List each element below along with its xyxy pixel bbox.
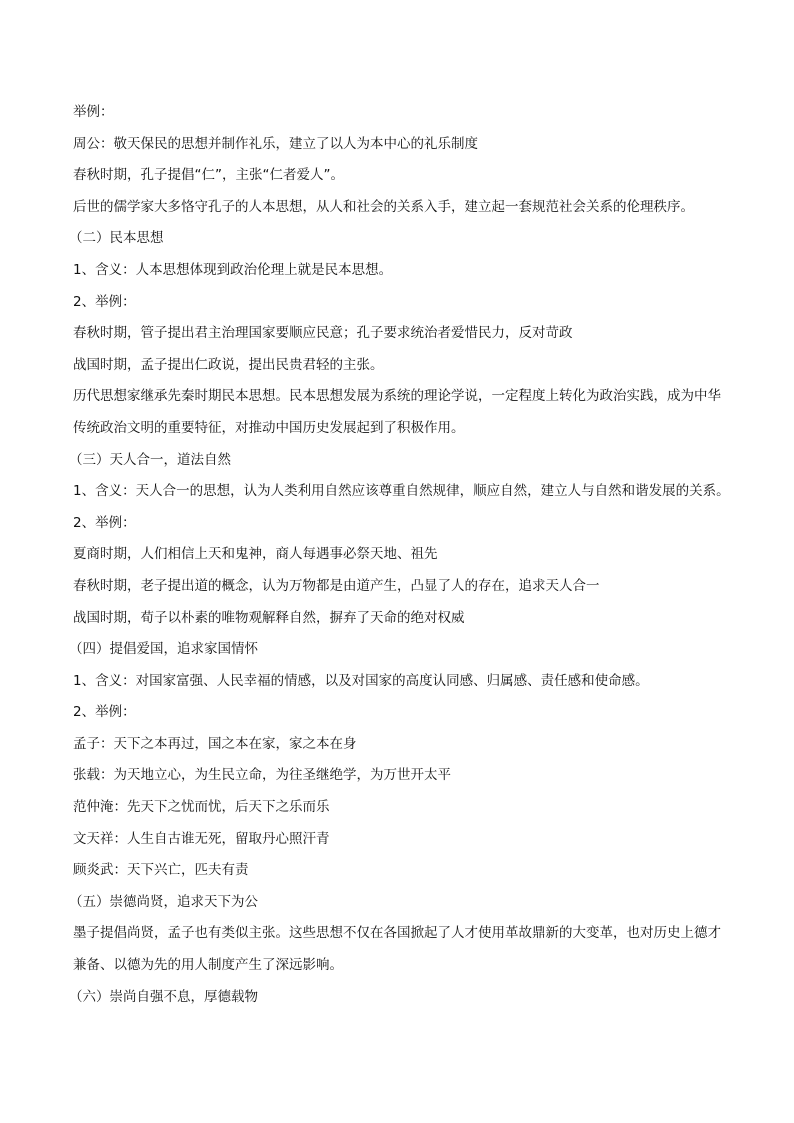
section-heading: （六）崇尚自强不息，厚德载物: [69, 988, 258, 1005]
text-line: 2、举例：: [73, 514, 136, 531]
section-heading: （三）天人合一，道法自然: [69, 451, 231, 468]
text-line: 2、举例：: [73, 704, 136, 721]
text-line: 周公：敬天保民的思想并制作礼乐，建立了以人为本中心的礼乐制度: [73, 135, 478, 152]
text-line: 春秋时期，老子提出道的概念，认为万物都是由道产生，凸显了人的存在，追求天人合一: [73, 577, 600, 594]
text-line: 战国时期，孟子提出仁政说，提出民贵君轻的主张。: [73, 356, 384, 373]
text-line: 顾炎武：天下兴亡，匹夫有责: [73, 862, 249, 879]
text-line: 2、举例：: [73, 293, 136, 310]
text-line: 春秋时期，管子提出君主治理国家要顺应民意；孔子要求统治者爱惜民力，反对苛政: [73, 325, 573, 342]
text-line: 孟子：天下之本再过，国之本在家，家之本在身: [73, 735, 357, 752]
text-paragraph: 历代思想家继承先秦时期民本思想。民本思想发展为系统的理论学说，一定程度上转化为政治实践，成为中华传统政治文明的重要特征，对推动中国历史发展起到了积极作用。: [73, 388, 721, 436]
document-body: [69, 97, 733, 1013]
text-paragraph: 1、含义：天人合一的思想，认为人类利用自然应该尊重自然规律，顺应自然，建立人与自然和谐发展的关系。: [73, 483, 730, 500]
section-heading: （二）民本思想: [69, 230, 164, 247]
text-line: 范仲淹：先天下之忧而忧，后天下之乐而乐: [73, 799, 330, 816]
section-heading: （五）崇德尚贤，追求天下为公: [69, 893, 258, 910]
text-line: 战国时期，荀子以朴素的唯物观解释自然，摒弃了天命的绝对权威: [73, 609, 465, 626]
text-line: 1、含义：对国家富强、人民幸福的情感，以及对国家的高度认同感、归属感、责任感和使命感。: [73, 672, 649, 689]
text-line: 张载：为天地立心，为生民立命，为往圣继绝学，为万世开太平: [73, 767, 451, 784]
text-line: 夏商时期，人们相信上天和鬼神，商人每遇事必祭天地、祖先: [73, 546, 438, 563]
text-line: 文天祥：人生自古谁无死，留取丹心照汗青: [73, 830, 330, 847]
section-heading: （四）提倡爱国，追求家国情怀: [69, 641, 258, 658]
text-line: 1、含义：人本思想体现到政治伦理上就是民本思想。: [73, 261, 393, 278]
text-line: 春秋时期，孔子提倡“仁”，主张“仁者爱人”。: [73, 167, 344, 184]
text-paragraph: 墨子提倡尚贤，孟子也有类似主张。这些思想不仅在各国掀起了人才使用革故鼎新的大变革，也对历史上德才兼备、以德为先的用人制度产生了深远影响。: [73, 925, 721, 974]
text-line: 举例：: [73, 104, 114, 120]
text-line: 后世的儒学家大多恪守孔子的人本思想，从人和社会的关系入手，建立起一套规范社会关系的伦理秩序。: [73, 198, 694, 215]
